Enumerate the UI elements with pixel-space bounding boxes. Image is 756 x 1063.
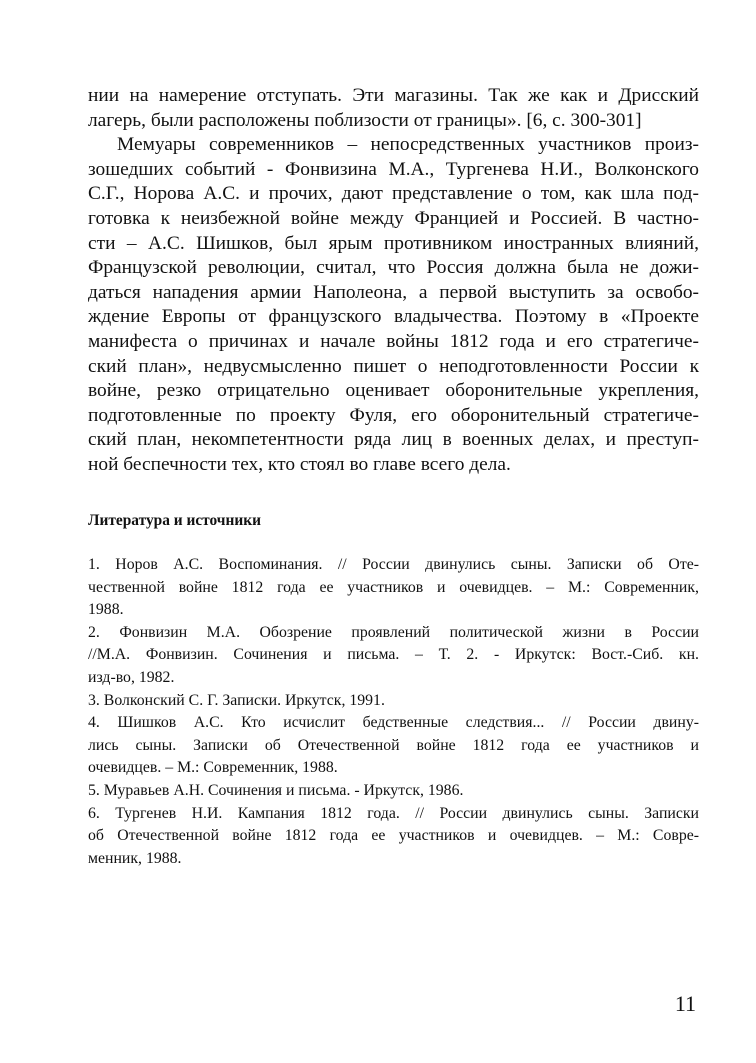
reference-line: 3. Волконский С. Г. Записки. Иркутск, 1991. bbox=[88, 691, 385, 709]
reference-line: 1. Норов А.С. Воспоминания. // России двинулись сыны. Записки об Оте- bbox=[88, 556, 699, 573]
references-list bbox=[88, 554, 699, 870]
reference-line: 2. Фонвизин М.А. Обозрение проявлений политической жизни в России bbox=[88, 623, 699, 641]
reference-line: менник, 1988. bbox=[88, 849, 182, 867]
text-line: подготовленные по проекту Фуля, его оборонительный стратегиче- bbox=[88, 404, 699, 426]
text-line: Мемуары современников – непосредственных участников произ- bbox=[117, 134, 699, 156]
text-line: нии на намерение отступать. Эти магазины. Так же как и Дрисский bbox=[88, 85, 699, 106]
reference-line: об Отечественной войне 1812 года ее участников и очевидцев. – М.: Совре- bbox=[88, 827, 699, 845]
reference-line: 6. Тургенев Н.И. Кампания 1812 года. // России двинулись сыны. Записки bbox=[88, 804, 699, 822]
text-line: войне, резко отрицательно оценивает оборонительные укрепления, bbox=[88, 380, 699, 402]
text-line: С.Г., Норова А.С. и прочих, дают представление о том, как шла под- bbox=[88, 183, 699, 205]
text-line: ждение Европы от французского владычества. Поэтому в «Проекте bbox=[88, 306, 699, 328]
text-line: сти – А.С. Шишков, был ярым противником иностранных влияний, bbox=[88, 232, 699, 254]
reference-line: 4. Шишков А.С. Кто исчислит бедственные следствия... // России двину- bbox=[88, 714, 699, 732]
reference-line: лись сыны. Записки об Отечественной войне 1812 года ее участников и bbox=[88, 736, 699, 754]
text-line: лагерь, были расположены поблизости от границы». [6, с. 300-301] bbox=[88, 109, 642, 131]
reference-line: очевидцев. – М.: Современник, 1988. bbox=[88, 759, 338, 777]
text-line: Французской революции, считал, что Россия должна была не дожи- bbox=[88, 257, 699, 279]
text-line: манифеста о причинах и начале войны 1812 года и его стратегиче- bbox=[88, 330, 699, 352]
reference-line: //М.А. Фонвизин. Сочинения и письма. – Т. 2. - Иркутск: Вост.-Сиб. кн. bbox=[88, 646, 699, 664]
main-text bbox=[88, 84, 699, 478]
reference-line: 5. Муравьев А.Н. Сочинения и письма. - Иркутск, 1986. bbox=[88, 781, 464, 799]
reference-line: чественной войне 1812 года ее участников и очевидцев. – М.: Современник, bbox=[88, 578, 699, 596]
reference-line: изд-во, 1982. bbox=[88, 668, 175, 686]
text-line: ной беспечности тех, кто стоял во главе всего дела. bbox=[88, 453, 511, 475]
reference-line: 1988. bbox=[88, 601, 124, 619]
references-heading: Литература и источники bbox=[88, 512, 261, 529]
text-line: ский план, некомпетентности ряда лиц в военных делах, и преступ- bbox=[88, 429, 699, 451]
page-number: 11 bbox=[674, 991, 696, 1016]
text-line: зошедших событий - Фонвизина М.А., Тургенева Н.И., Волконского bbox=[88, 158, 699, 180]
text-line: ский план», недвусмысленно пишет о неподготовленности России к bbox=[88, 355, 699, 377]
text-line: готовка к неизбежной войне между Францией и Россией. В частно- bbox=[88, 207, 699, 229]
text-line: даться нападения армии Наполеона, а первой выступить за освобо- bbox=[88, 281, 699, 303]
